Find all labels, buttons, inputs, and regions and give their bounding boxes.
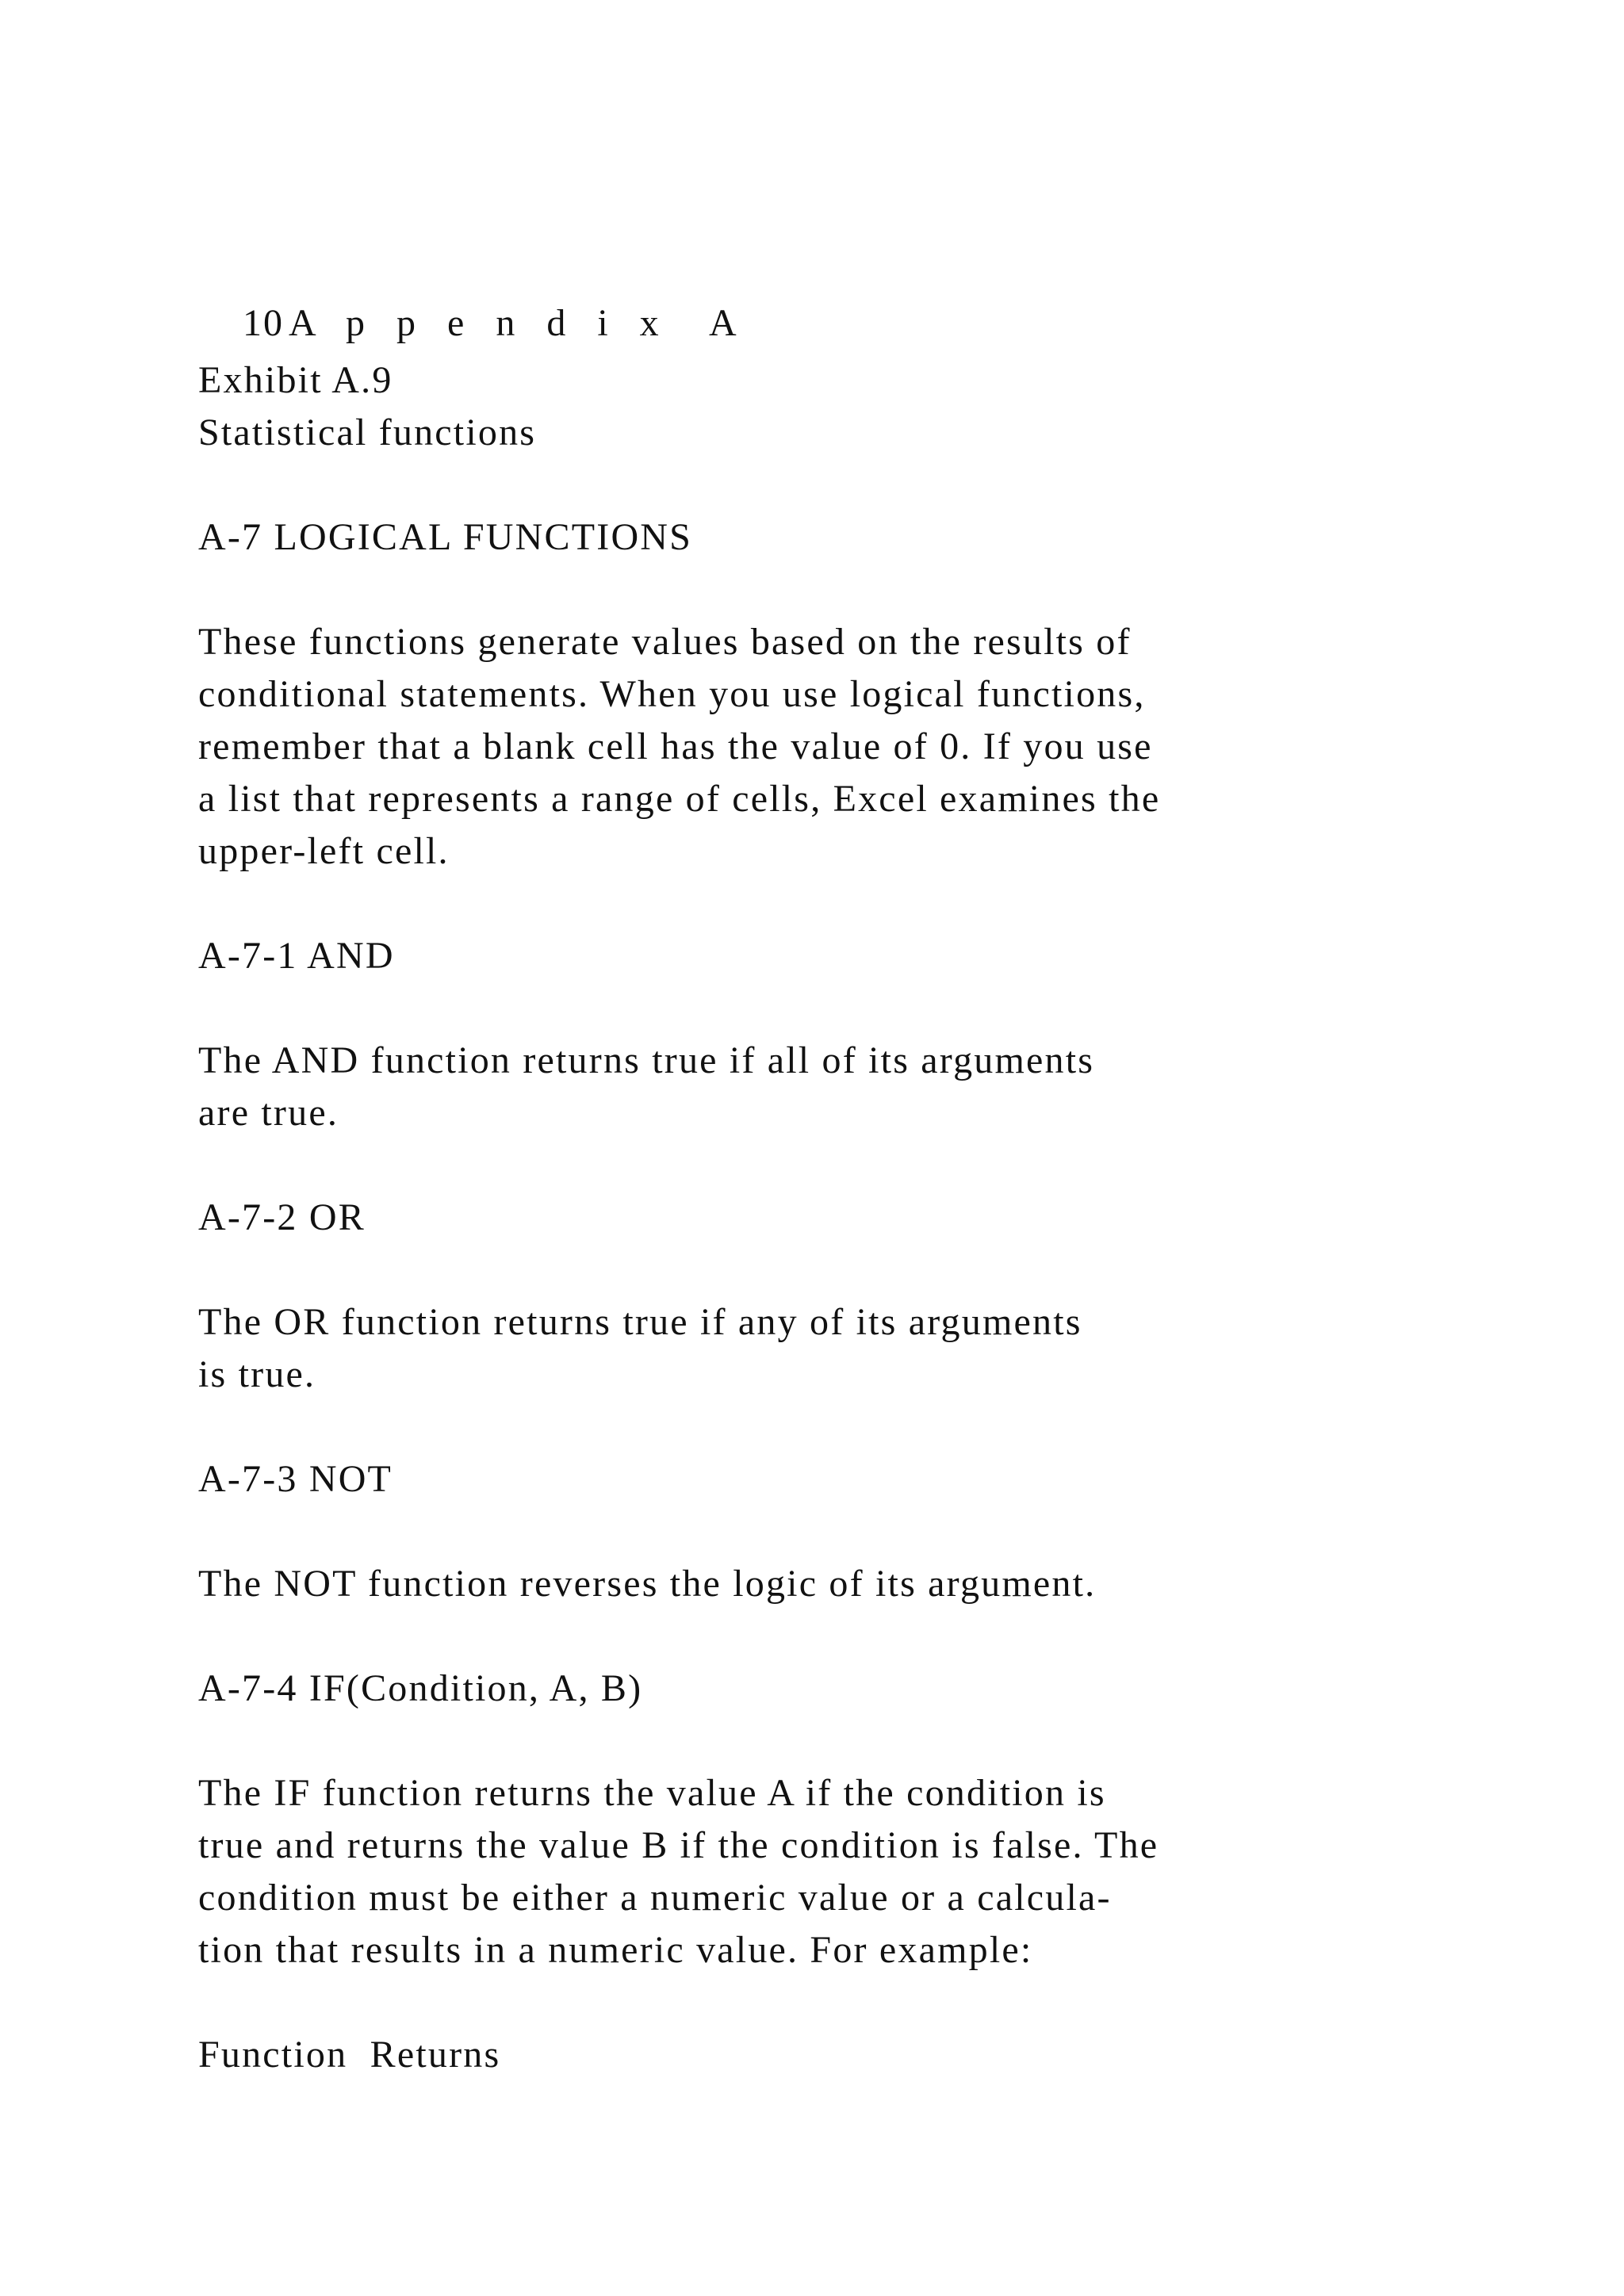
if-line-3: condition must be either a numeric value or a calcula- [198,1877,1112,1919]
intro-line-3: remember that a blank cell has the value of 0. If you use [198,725,1153,767]
appendix-title: A p p e n d i x A [289,302,748,344]
subsection-heading-or: A-7-2 OR [198,1196,366,1238]
intro-line-1: These functions generate values based on the results of [198,621,1132,663]
intro-line-5: upper-left cell. [198,830,450,872]
and-line-2: are true. [198,1092,339,1134]
subsection-heading-if: A-7-4 IF(Condition, A, B) [198,1667,643,1709]
or-line-2: is true. [198,1353,316,1395]
if-line-4: tion that results in a numeric value. For example: [198,1929,1033,1971]
subsection-heading-and: A-7-1 AND [198,935,395,977]
intro-line-4: a list that represents a range of cells, Excel examines the [198,778,1161,820]
page-number: 10 [243,302,284,344]
not-line-1: The NOT function reverses the logic of its argument. [198,1563,1097,1605]
if-line-1: The IF function returns the value A if the condition is [198,1772,1106,1814]
exhibit-label: Exhibit A.9 [198,359,393,401]
exhibit-caption: Statistical functions [198,411,537,453]
table-header: Function Returns [198,2034,501,2076]
subsection-heading-not: A-7-3 NOT [198,1458,393,1500]
and-line-1: The AND function returns true if all of its arguments [198,1039,1095,1081]
section-heading: A-7 LOGICAL FUNCTIONS [198,516,693,558]
if-line-2: true and returns the value B if the condition is false. The [198,1824,1159,1866]
or-line-1: The OR function returns true if any of its arguments [198,1301,1082,1343]
intro-line-2: conditional statements. When you use logical functions, [198,673,1146,715]
